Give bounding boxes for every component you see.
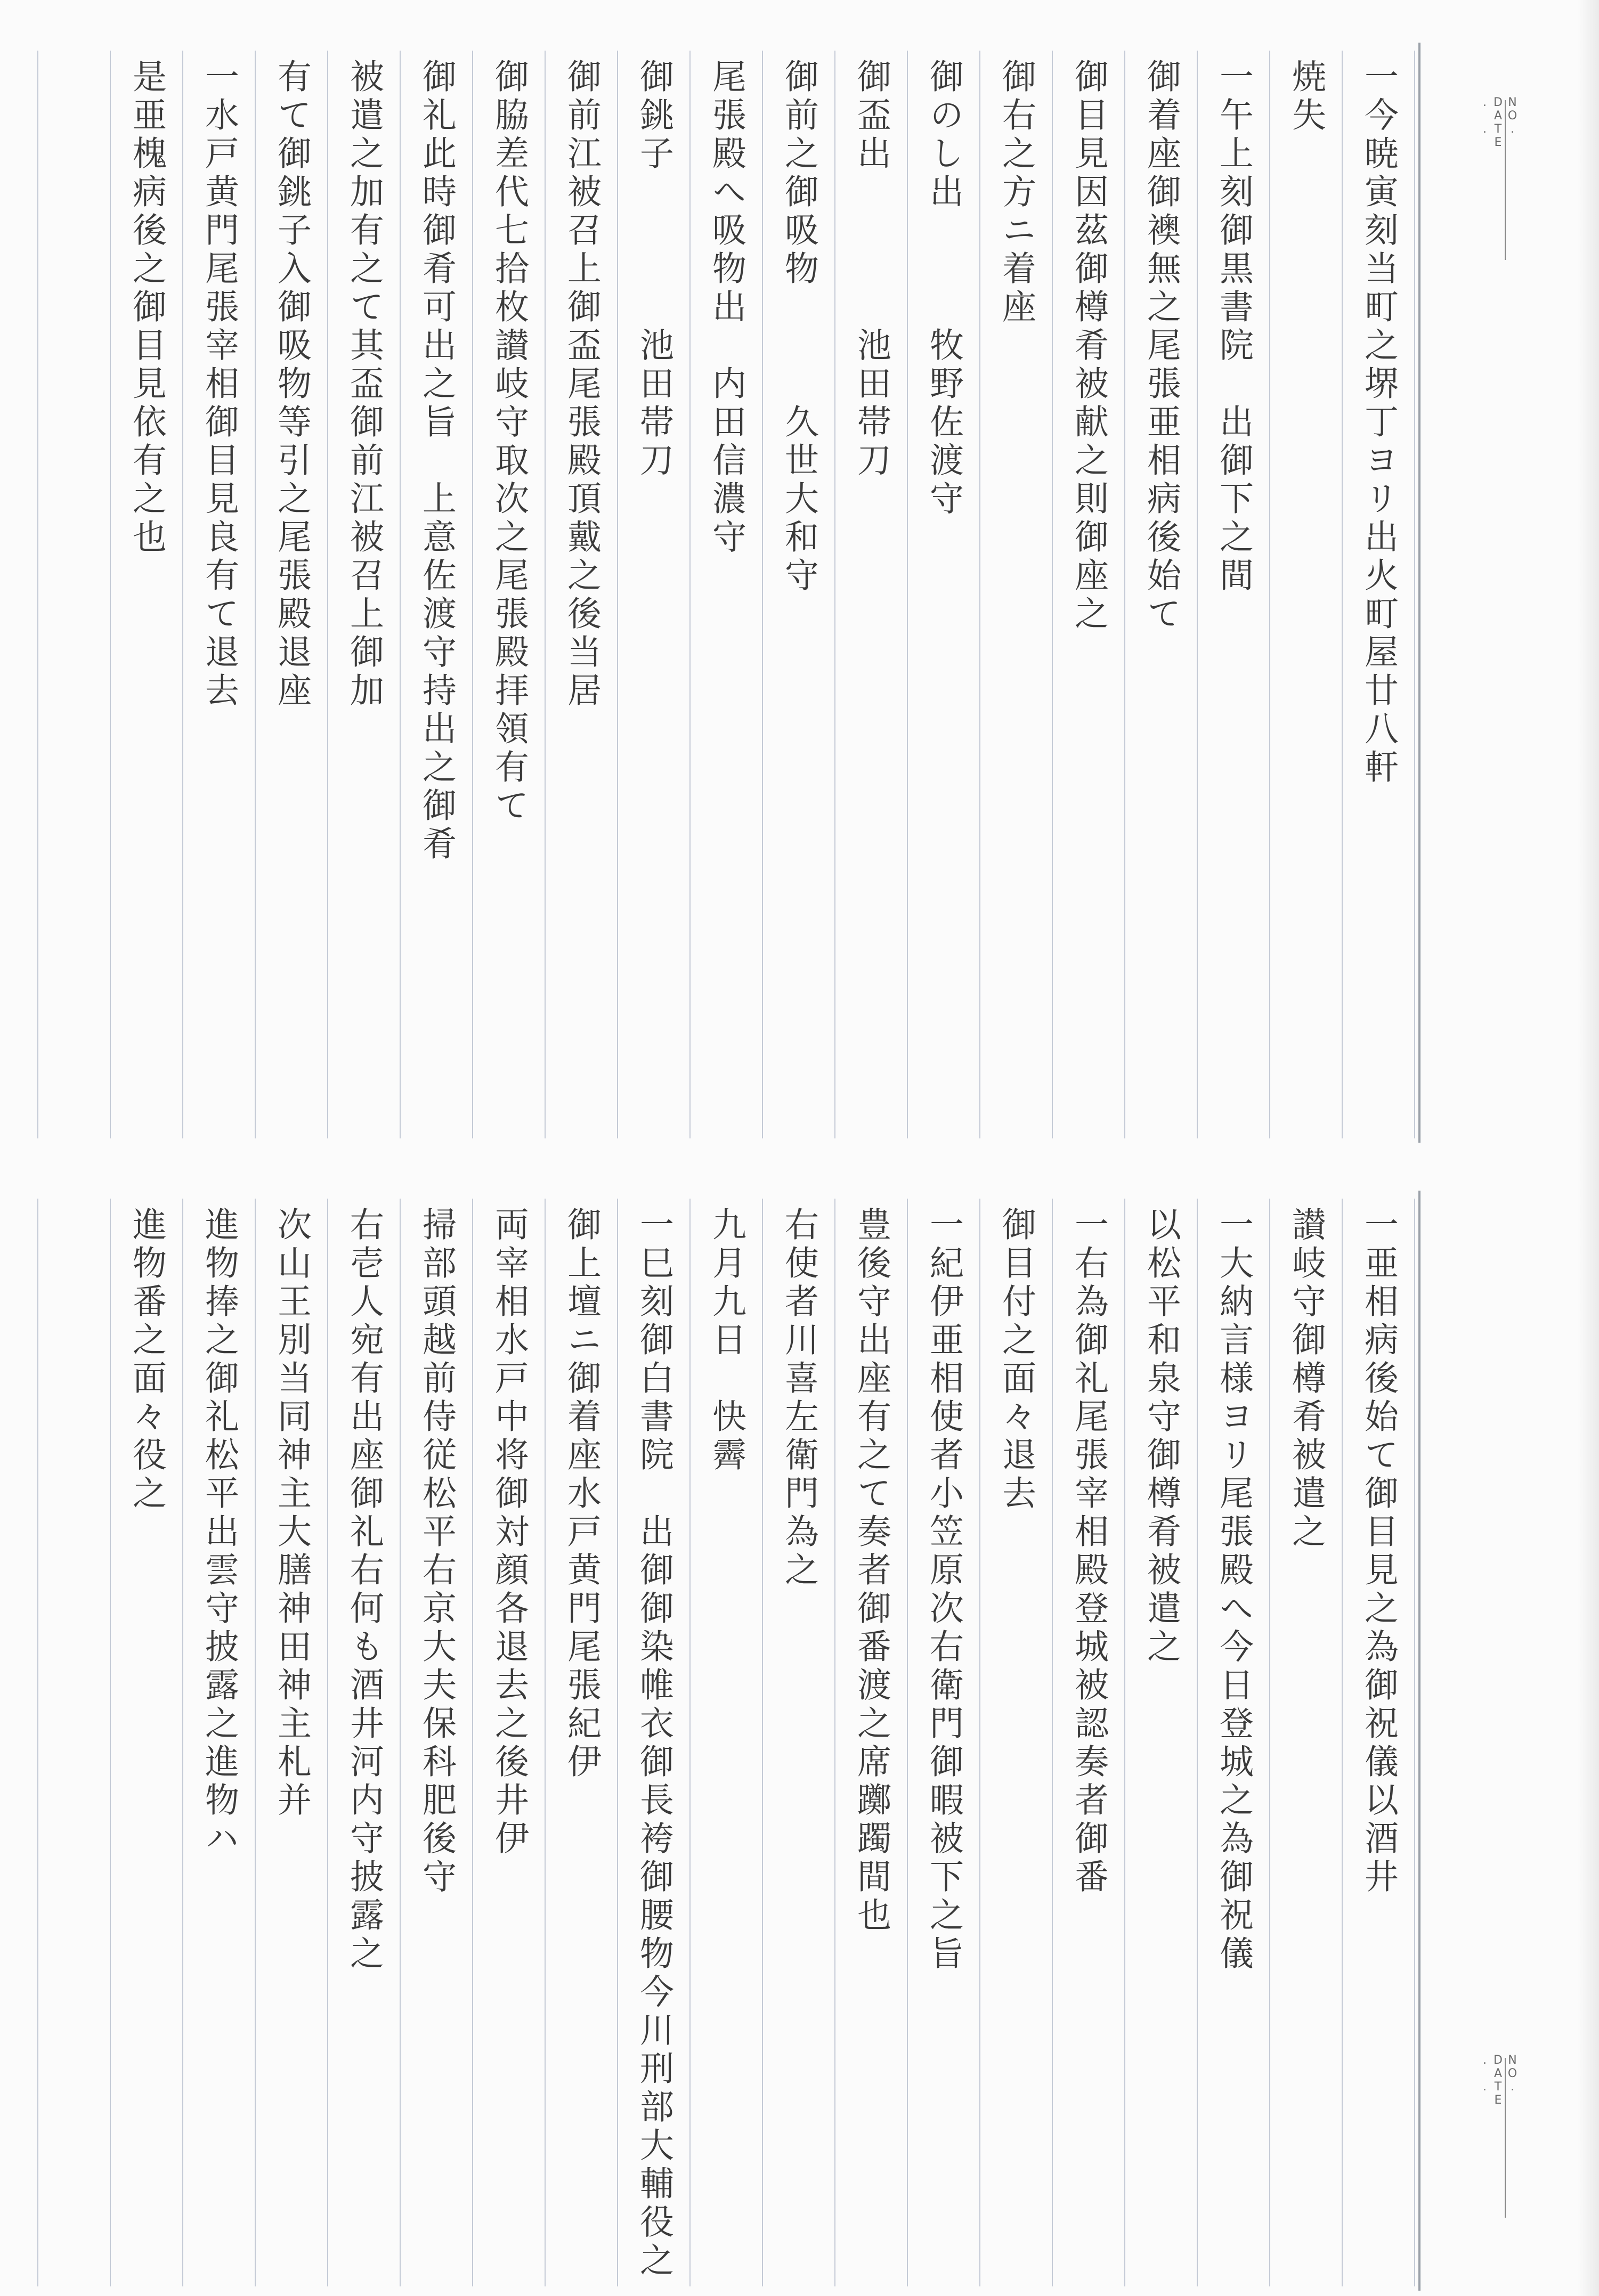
text-column: 一右為御礼尾張宰相殿登城被認奏者御番 xyxy=(1069,1207,1108,1897)
page-binding-shadow xyxy=(1578,0,1599,1148)
text-column: 一今暁寅刻当町之堺丁ヨリ出火町屋廿八軒 xyxy=(1359,59,1398,787)
margin-line xyxy=(1418,43,1421,1143)
ruled-line xyxy=(1342,51,1343,1138)
text-column: 一亜相病後始て御目見之為御祝儀以酒井 xyxy=(1359,1207,1398,1897)
ruled-line xyxy=(617,1199,618,2286)
date-dots: . . xyxy=(1478,96,1491,136)
ruled-line xyxy=(182,51,183,1138)
ruled-line xyxy=(327,1199,328,2286)
text-column: 進物番之面々役之 xyxy=(127,1207,166,1513)
page-header-top xyxy=(1478,96,1519,264)
ruled-line xyxy=(689,1199,691,2286)
text-column: 右使者川喜左衛門為之 xyxy=(779,1207,818,1590)
text-column: 掃部頭越前侍従松平右京大夫保科肥後守 xyxy=(417,1207,456,1897)
ruled-line xyxy=(400,51,401,1138)
page-header-bottom xyxy=(1478,2054,1519,2222)
text-column: 両宰相水戸中将御対顔各退去之後井伊 xyxy=(489,1207,529,1859)
ruled-line xyxy=(472,51,473,1138)
ruled-line xyxy=(327,51,328,1138)
ruled-line xyxy=(110,1199,111,2286)
text-column: 御前江被召上御盃尾張殿頂戴之後当居 xyxy=(562,59,601,711)
ruled-line xyxy=(1269,51,1270,1138)
ruled-line xyxy=(1414,51,1415,1138)
ruled-line xyxy=(255,1199,256,2286)
text-column: 御銚子 池田帯刀 xyxy=(634,59,673,481)
ruled-line xyxy=(1052,1199,1053,2286)
ruled-line xyxy=(979,51,980,1138)
ruled-line xyxy=(1124,1199,1125,2286)
ruled-line xyxy=(907,1199,908,2286)
ruled-line xyxy=(472,1199,473,2286)
ruled-line xyxy=(37,1199,38,2286)
ruled-line xyxy=(762,1199,763,2286)
ruled-line xyxy=(617,51,618,1138)
text-column: 讃岐守御樽肴被遣之 xyxy=(1286,1207,1326,1552)
text-column: 九月九日 快霽 xyxy=(707,1207,746,1475)
text-column: 尾張殿へ吸物出 内田信濃守 xyxy=(707,59,746,557)
ruled-line xyxy=(834,51,835,1138)
text-column: 御のし出 牧野佐渡守 xyxy=(924,59,963,519)
date-dots: . . xyxy=(1478,2054,1491,2094)
ruled-line xyxy=(255,51,256,1138)
text-column: 焼失 xyxy=(1286,59,1326,135)
text-column: 御上壇ニ御着座水戸黄門尾張紀伊 xyxy=(562,1207,601,1782)
date-label: DATE xyxy=(1491,2054,1505,2107)
ruled-line xyxy=(1197,51,1198,1138)
text-column: 一午上刻御黒書院 出御下之間 xyxy=(1214,59,1253,596)
text-column: 御着座御襖無之尾張亜相病後始て xyxy=(1141,59,1181,634)
ruled-line xyxy=(400,1199,401,2286)
no-label: NO. xyxy=(1506,2054,1519,2094)
text-column: 一紀伊亜相使者小笠原次右衛門御暇被下之旨 xyxy=(924,1207,963,1974)
page-binding-shadow xyxy=(1578,1148,1599,2296)
ruled-line xyxy=(1124,51,1125,1138)
text-column: 以松平和泉守御樽肴被遣之 xyxy=(1141,1207,1181,1667)
text-column: 御目付之面々退去 xyxy=(996,1207,1036,1513)
ruled-line xyxy=(110,51,111,1138)
text-column: 一水戸黄門尾張宰相御目見良有て退去 xyxy=(199,59,239,711)
text-column: 右壱人宛有出座御礼右何も酒井河内守披露之 xyxy=(344,1207,384,1974)
text-column: 御脇差代七拾枚讃岐守取次之尾張殿拝領有て xyxy=(489,59,529,826)
ruled-line xyxy=(907,51,908,1138)
text-column: 御前之御吸物 久世大和守 xyxy=(779,59,818,596)
ruled-line xyxy=(1342,1199,1343,2286)
ruled-line xyxy=(1052,51,1053,1138)
no-label: NO. xyxy=(1506,96,1519,136)
notebook-page-bottom xyxy=(0,1148,1599,2296)
ruled-line xyxy=(545,1199,546,2286)
text-column: 豊後守出座有之て奏者御番渡之席躑躅間也 xyxy=(851,1207,891,1935)
text-column: 御盃出 池田帯刀 xyxy=(851,59,891,481)
text-column: 御目見因茲御樽肴被献之則御座之 xyxy=(1069,59,1108,634)
ruled-line xyxy=(689,51,691,1138)
ruled-line xyxy=(762,51,763,1138)
margin-line xyxy=(1418,1191,1421,2291)
ruled-line xyxy=(1414,1199,1415,2286)
ruled-line xyxy=(182,1199,183,2286)
text-column: 一大納言様ヨリ尾張殿へ今日登城之為御祝儀 xyxy=(1214,1207,1253,1974)
ruled-line xyxy=(979,1199,980,2286)
text-column: 是亜槐病後之御目見依有之也 xyxy=(127,59,166,557)
text-column: 御右之方ニ着座 xyxy=(996,59,1036,327)
ruled-line xyxy=(1197,1199,1198,2286)
text-column: 次山王別当同神主大膳神田神主札并 xyxy=(272,1207,311,1820)
text-column: 一巳刻御白書院 出御御染帷衣御長袴御腰物今川刑部大輔役之 xyxy=(634,1207,673,2281)
ruled-line xyxy=(834,1199,835,2286)
text-column: 被遣之加有之て其盃御前江被召上御加 xyxy=(344,59,384,711)
text-column: 進物捧之御礼松平出雲守披露之進物ハ xyxy=(199,1207,239,1859)
ruled-line xyxy=(545,51,546,1138)
text-column: 御礼此時御肴可出之旨 上意佐渡守持出之御肴 xyxy=(417,59,456,864)
ruled-line xyxy=(1269,1199,1270,2286)
ruled-line xyxy=(37,51,38,1138)
text-column: 有て御銚子入御吸物等引之尾張殿退座 xyxy=(272,59,311,711)
date-label: DATE xyxy=(1491,96,1505,149)
